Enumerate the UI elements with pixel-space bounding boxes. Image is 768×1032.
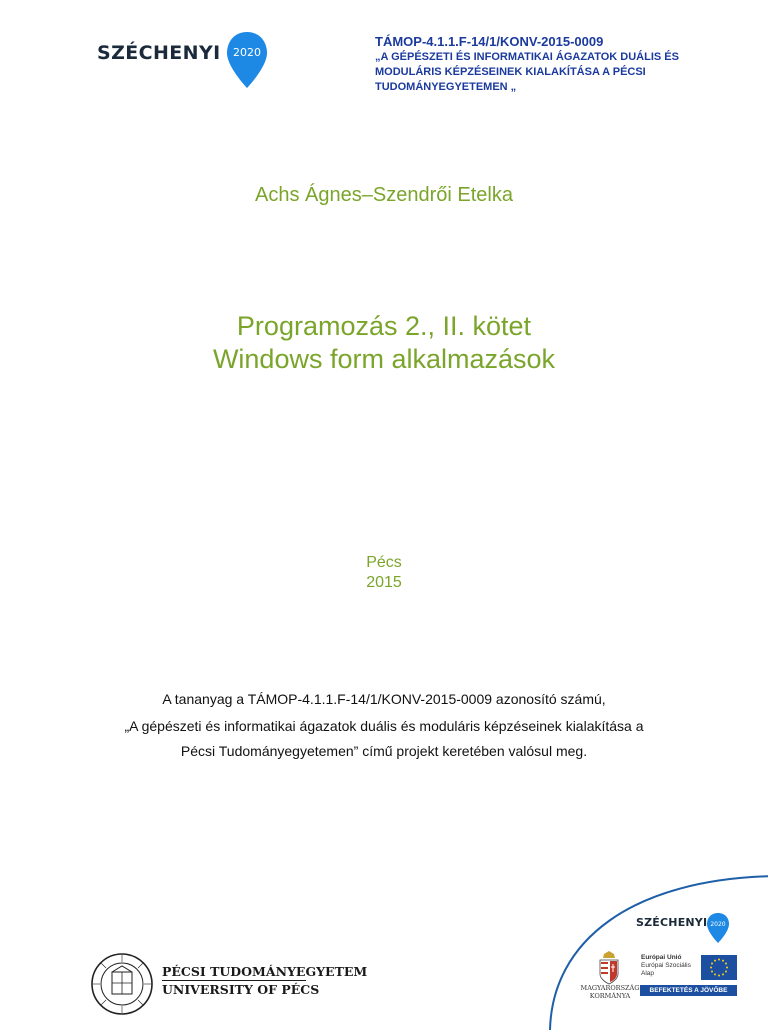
map-pin-icon (706, 912, 730, 944)
publication-place: Pécs (366, 554, 402, 571)
university-name (162, 964, 367, 997)
book-subtitle: Windows form alkalmazások (212, 344, 556, 374)
svg-text:2020: 2020 (710, 921, 726, 928)
szechenyi-small-word: SZÉCHENYI (636, 916, 708, 929)
eu-line: Európai Szociális (641, 962, 691, 969)
project-title-line: MODULÁRIS KÉPZÉSEINEK KIALAKÍTÁSA A PÉCSI (375, 66, 646, 78)
project-title-line: TUDOMÁNYEGYETEMEN „ (375, 81, 517, 93)
eu-banner: BEFEKTETÉS A JÖVŐBE (640, 985, 737, 996)
svg-text:2020: 2020 (233, 46, 261, 59)
funding-note-line: Pécsi Tudományegyetemen” című projekt keretében valósul meg. (180, 743, 588, 759)
government-label (580, 984, 640, 1000)
university-name-en: UNIVERSITY OF PÉCS (162, 982, 320, 997)
szechenyi-logo-word: SZÉCHENYI (97, 42, 221, 64)
szechenyi-2020-logo (97, 30, 272, 90)
university-seal-icon (90, 952, 154, 1016)
eu-line: Európai Unió (641, 954, 682, 961)
government-line: MAGYARORSZÁG (580, 984, 640, 992)
project-title (375, 50, 695, 95)
funding-note-line: „A gépészeti és informatikai ágazatok duális és moduláris képzéseinek kialakítása a (124, 718, 644, 734)
book-title: Programozás 2., II. kötet (236, 311, 532, 341)
funding-note-line: A tananyag a TÁMOP-4.1.1.F-14/1/KONV-2015-0009 azonosító számú, (162, 691, 606, 707)
map-pin-icon (225, 30, 269, 90)
publication-year: 2015 (366, 574, 402, 591)
project-code: TÁMOP-4.1.1.F-14/1/KONV-2015-0009 (375, 34, 604, 49)
project-title-line: „A GÉPÉSZETI ÉS INFORMATIKAI ÁGAZATOK DUÁLIS ÉS (375, 51, 679, 63)
government-line: KORMÁNYA (589, 992, 631, 1000)
university-name-hu: PÉCSI TUDOMÁNYEGYETEM (162, 964, 368, 979)
decorative-arc (540, 872, 768, 1032)
eu-fund-label (641, 954, 691, 978)
divider (162, 980, 306, 981)
eu-line: Alap (641, 970, 655, 977)
eu-flag-icon (701, 955, 737, 980)
authors: Achs Ágnes–Szendrői Etelka (255, 184, 513, 206)
